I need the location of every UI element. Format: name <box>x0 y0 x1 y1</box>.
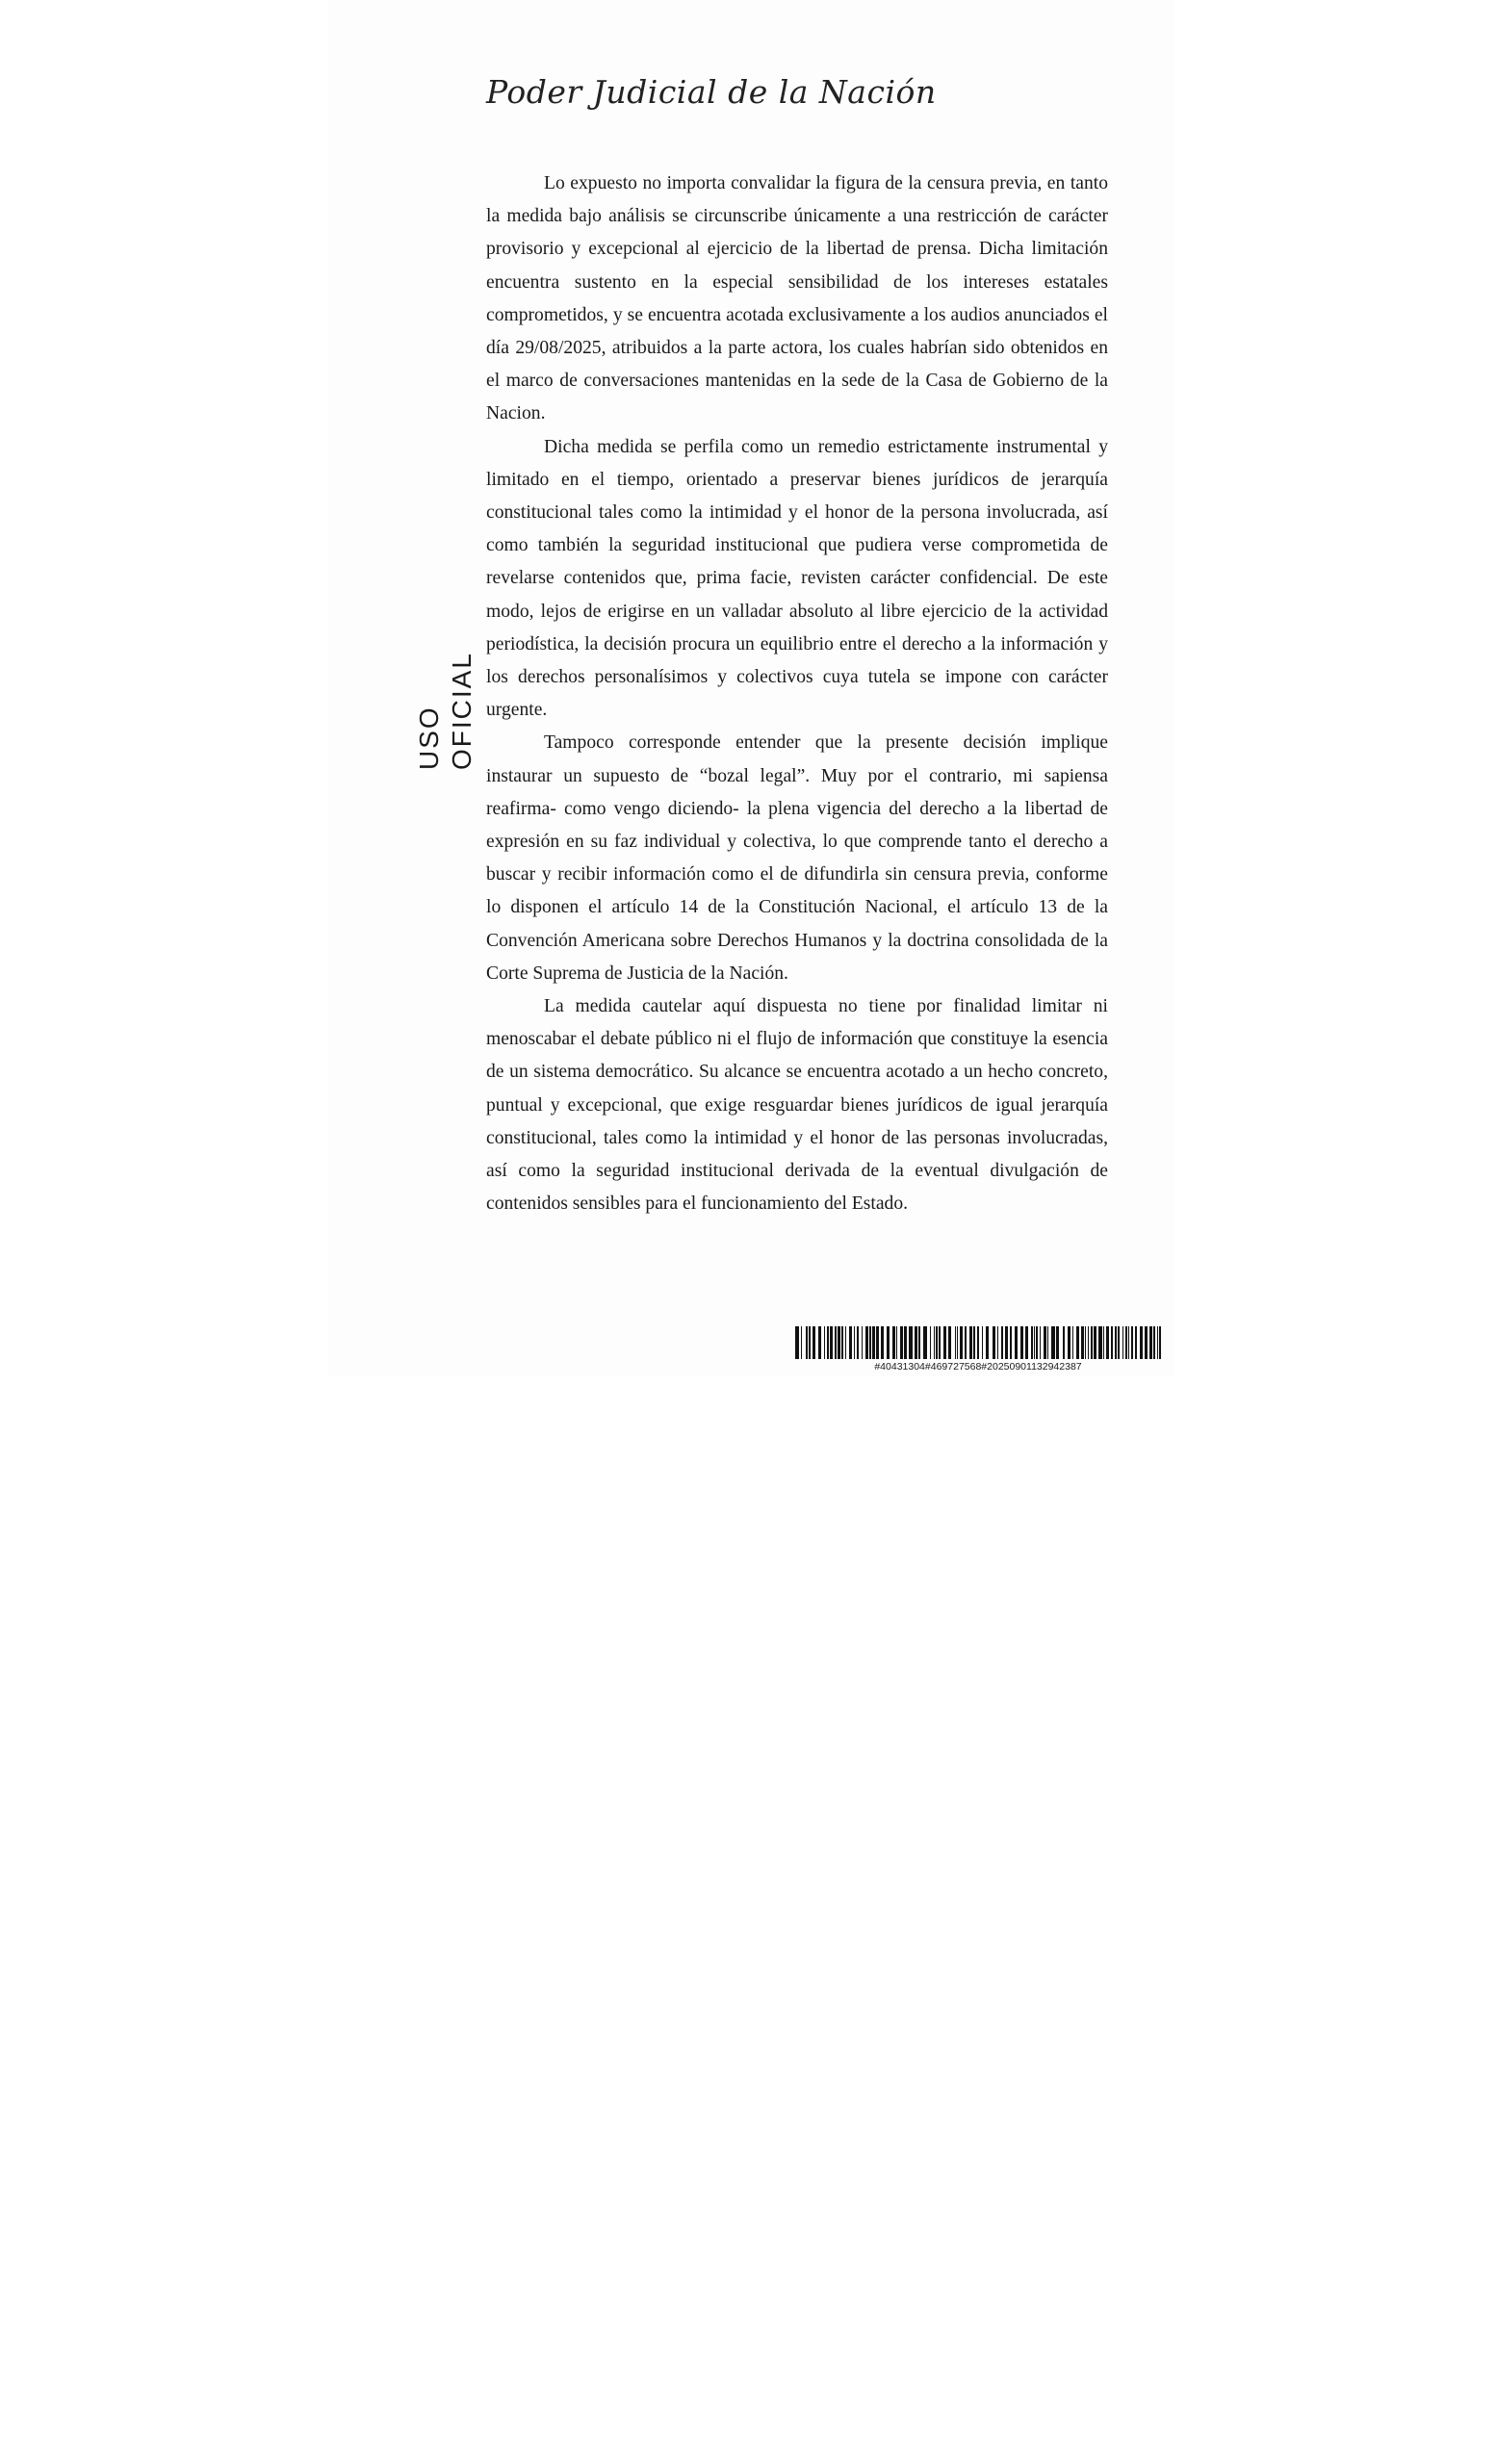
paragraph-2: Dicha medida se perfila como un remedio estrictamente instrumental y limitado en el tiempo, orientado a preservar bienes jurídicos de jerarquía constitucional tales como la intimidad y el honor de la persona involucrada, así como también la seguridad institucional que pudiera verse comprometida de revelarse contenidos que, prima facie, revisten carácter confidencial. De este modo, lejos de erigirse en un valladar absoluto al libre ejercicio de la actividad periodística, la decisión procura un equilibrio entre el derecho a la información y los derechos personalísimos y colectivos cuya tutela se impone con carácter urgente. <box>486 436 1108 721</box>
document-body <box>486 167 1108 1221</box>
uso-oficial-stamp <box>414 635 477 770</box>
paragraph-1: Lo expuesto no importa convalidar la figura de la censura previa, en tanto la medida bajo análisis se circunscribe únicamente a una restricción de carácter provisorio y excepcional al ejercicio de la libertad de prensa. Dicha limitación encuentra sustento en la especial sensibilidad de los intereses estatales comprometidos, y se encuentra acotada exclusivamente a los audios anunciados el día 29/08/2025, atribuidos a la parte actora, los cuales habrían sido obtenidos en el marco de conversaciones mantenidas en la sede de la Casa de Gobierno de la Nacion. <box>486 173 1108 424</box>
barcode-bars <box>795 1326 1161 1359</box>
stamp-line-oficial: OFICIAL <box>447 652 477 770</box>
barcode-id-text: #40431304#469727568#20250901132942387 <box>874 1361 1082 1373</box>
document-barcode <box>795 1326 1161 1374</box>
court-header-title: Poder Judicial de la Nación <box>486 73 937 111</box>
stamp-line-uso: USO <box>414 706 444 770</box>
paragraph-4: La medida cautelar aquí dispuesta no tiene por finalidad limitar ni menoscabar el debate público ni el flujo de información que constituye la esencia de un sistema democrático. Su alcance se encuentra acotado a un hecho concreto, puntual y excepcional, que exige resguardar bienes jurídicos de igual jerarquía constitucional, tales como la intimidad y el honor de las personas involucradas, así como la seguridad institucional derivada de la eventual divulgación de contenidos sensibles para el funcionamiento del Estado. <box>486 996 1108 1215</box>
paragraph-3: Tampoco corresponde entender que la presente decisión implique instaurar un supuesto de “bozal legal”. Muy por el contrario, mi sapiensa reafirma- como vengo diciendo- la plena vigencia del derecho a la libertad de expresión en su faz individual y colectiva, lo que comprende tanto el derecho a buscar y recibir información como el de difundirla sin censura previa, conforme lo disponen el artículo 14 de la Constitución Nacional, el artículo 13 de la Convención Americana sobre Derechos Humanos y la doctrina consolidada de la Corte Suprema de Justicia de la Nación. <box>486 732 1108 984</box>
